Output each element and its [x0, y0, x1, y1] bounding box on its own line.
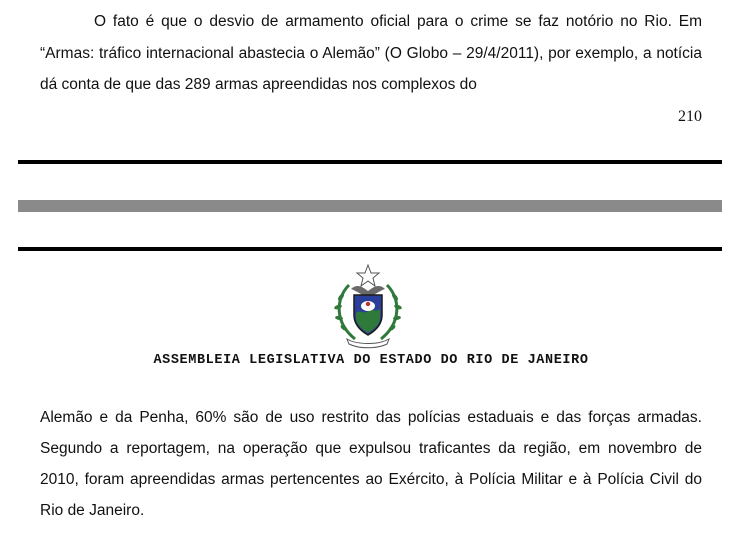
rio-de-janeiro-coat-of-arms-icon [327, 263, 409, 349]
page-break-rule-bottom [18, 247, 722, 251]
body-paragraph-bottom: Alemão e da Penha, 60% são de uso restrito das polícias estaduais e das forças armadas. Segundo a reportagem, na operação que expulsou traficantes da região, em novembro de 2010, foram apreendidas armas pertencentes ao Exército, à Polícia Militar e à Polícia Civil do Rio de Janeiro. [40, 409, 702, 519]
page-number: 210 [678, 108, 702, 125]
page-break-gray-band [18, 200, 722, 212]
body-paragraph-top: O fato é que o desvio de armamento oficial para o crime se faz notório no Rio. Em “Armas: tráfico internacional abastecia o Alemão” (O Globo – 29/4/2011), por exemplo, a notícia dá conta de que das 289 armas apreendidas nos complexos do [40, 13, 702, 93]
page-break-rule-top [18, 160, 722, 164]
institution-header: ASSEMBLEIA LEGISLATIVA DO ESTADO DO RIO DE JANEIRO [153, 353, 589, 368]
